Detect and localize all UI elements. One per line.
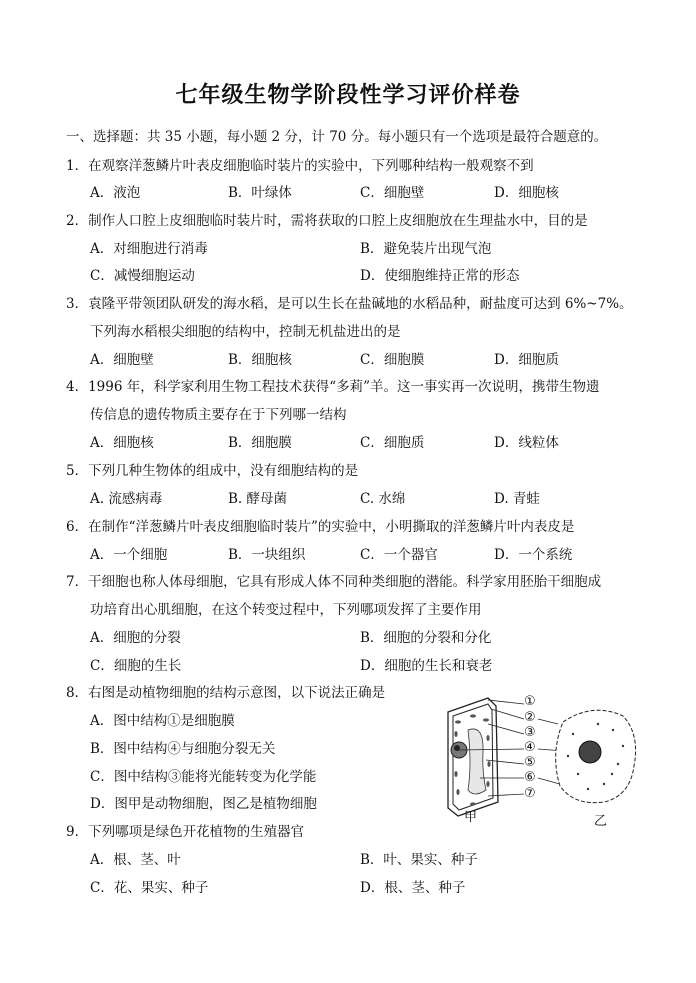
question-3-line-1: 3．袁隆平带领团队研发的海水稻，是可以生长在盐碱地的水稻品种，耐盐度可达到 6%~7%。 (66, 296, 633, 312)
q7-option-a: A．细胞的分裂 (90, 630, 181, 646)
q5-option-b: B. 酵母菌 (228, 491, 288, 507)
q5-option-a: A. 流感病毒 (90, 491, 163, 507)
figure-label-1: ① (524, 694, 536, 709)
q3-option-c: C．细胞膜 (360, 352, 425, 368)
figure-label-4: ④ (524, 740, 536, 755)
cell-diagram (428, 694, 658, 829)
figure-caption-yi: 乙 (594, 814, 608, 829)
q1-option-a: A．液泡 (90, 185, 141, 201)
q9-option-c: C．花、果实、种子 (90, 880, 209, 896)
q7-option-b: B．细胞的分裂和分化 (360, 630, 492, 646)
q9-option-b: B．叶、果实、种子 (360, 852, 478, 868)
q7-option-c: C．细胞的生长 (90, 658, 182, 674)
q9-option-a: A．根、茎、叶 (90, 852, 181, 868)
question-8: 8．右图是动植物细胞的结构示意图，以下说法正确是 (66, 685, 386, 701)
q3-option-b: B．细胞核 (228, 352, 292, 368)
question-2: 2．制作人口腔上皮细胞临时装片时，需将获取的口腔上皮细胞放在生理盐水中，目的是 (66, 213, 588, 229)
q4-option-c: C．细胞质 (360, 435, 425, 451)
question-7-line-2: 功培育出心肌细胞，在这个转变过程中，下列哪项发挥了主要作用 (90, 602, 482, 618)
q8-option-a: A．图中结构①是细胞膜 (90, 713, 235, 729)
q2-option-a: A．对细胞进行消毒 (90, 241, 208, 257)
q2-option-b: B．避免装片出现气泡 (360, 241, 492, 257)
q4-option-d: D．线粒体 (494, 435, 559, 451)
q6-option-c: C．一个器官 (360, 547, 438, 563)
animal-nucleus (579, 741, 601, 763)
q8-option-b: B．图中结构④与细胞分裂无关 (90, 741, 276, 757)
q4-option-a: A．细胞核 (90, 435, 154, 451)
figure-label-2: ② (524, 710, 536, 725)
question-6: 6．在制作“洋葱鳞片叶表皮细胞临时装片”的实验中，小明撕取的洋葱鳞片叶内表皮是 (66, 519, 575, 535)
q1-option-b: B．叶绿体 (228, 185, 292, 201)
q4-option-b: B．细胞膜 (228, 435, 292, 451)
cell-diagram-svg (428, 694, 658, 824)
question-4-line-1: 4．1996 年，科学家利用生物工程技术获得“多莉”羊。这一事实再一次说明，携带生物遗 (66, 379, 600, 395)
question-9: 9．下列哪项是绿色开花植物的生殖器官 (66, 824, 305, 840)
question-5: 5．下列几种生物体的组成中，没有细胞结构的是 (66, 463, 359, 479)
section-instructions: 一、选择题：共 35 小题，每小题 2 分，计 70 分。每小题只有一个选项是最符合题意的。 (66, 129, 608, 145)
question-3-line-2: 下列海水稻根尖细胞的结构中，控制无机盐进出的是 (90, 324, 401, 340)
q1-option-c: C．细胞壁 (360, 185, 425, 201)
q3-option-a: A．细胞壁 (90, 352, 154, 368)
q5-option-c: C. 水绵 (360, 491, 406, 507)
q8-option-d: D．图甲是动物细胞，图乙是植物细胞 (90, 796, 317, 812)
figure-label-5: ⑤ (524, 755, 536, 770)
animal-cell (556, 710, 636, 802)
q1-option-d: D．细胞核 (494, 185, 559, 201)
figure-label-7: ⑦ (524, 786, 536, 801)
q2-option-c: C．减慢细胞运动 (90, 268, 195, 284)
q6-option-d: D．一个系统 (494, 547, 573, 563)
plant-cell (448, 698, 498, 816)
q8-option-c: C．图中结构③能将光能转变为化学能 (90, 769, 317, 785)
q5-option-d: D. 青蛙 (494, 491, 540, 507)
question-1: 1．在观察洋葱鳞片叶表皮细胞临时装片的实验中，下列哪种结构一般观察不到 (66, 158, 534, 174)
figure-label-3: ③ (524, 725, 536, 740)
figure-label-6: ⑥ (524, 770, 536, 785)
q2-option-d: D．使细胞维持正常的形态 (360, 268, 520, 284)
q3-option-d: D．细胞质 (494, 352, 559, 368)
q7-option-d: D．细胞的生长和衰老 (360, 658, 493, 674)
page-title: 七年级生物学阶段性学习评价样卷 (175, 83, 521, 108)
question-7-line-1: 7．干细胞也称人体母细胞，它具有形成人体不同种类细胞的潜能。科学家用胚胎干细胞成 (66, 574, 602, 590)
q9-option-d: D．根、茎、种子 (360, 880, 466, 896)
q6-option-b: B．一块组织 (228, 547, 306, 563)
figure-caption-jia: 甲 (464, 810, 478, 825)
q6-option-a: A．一个细胞 (90, 547, 168, 563)
question-4-line-2: 传信息的遗传物质主要存在于下列哪一结构 (90, 407, 347, 423)
